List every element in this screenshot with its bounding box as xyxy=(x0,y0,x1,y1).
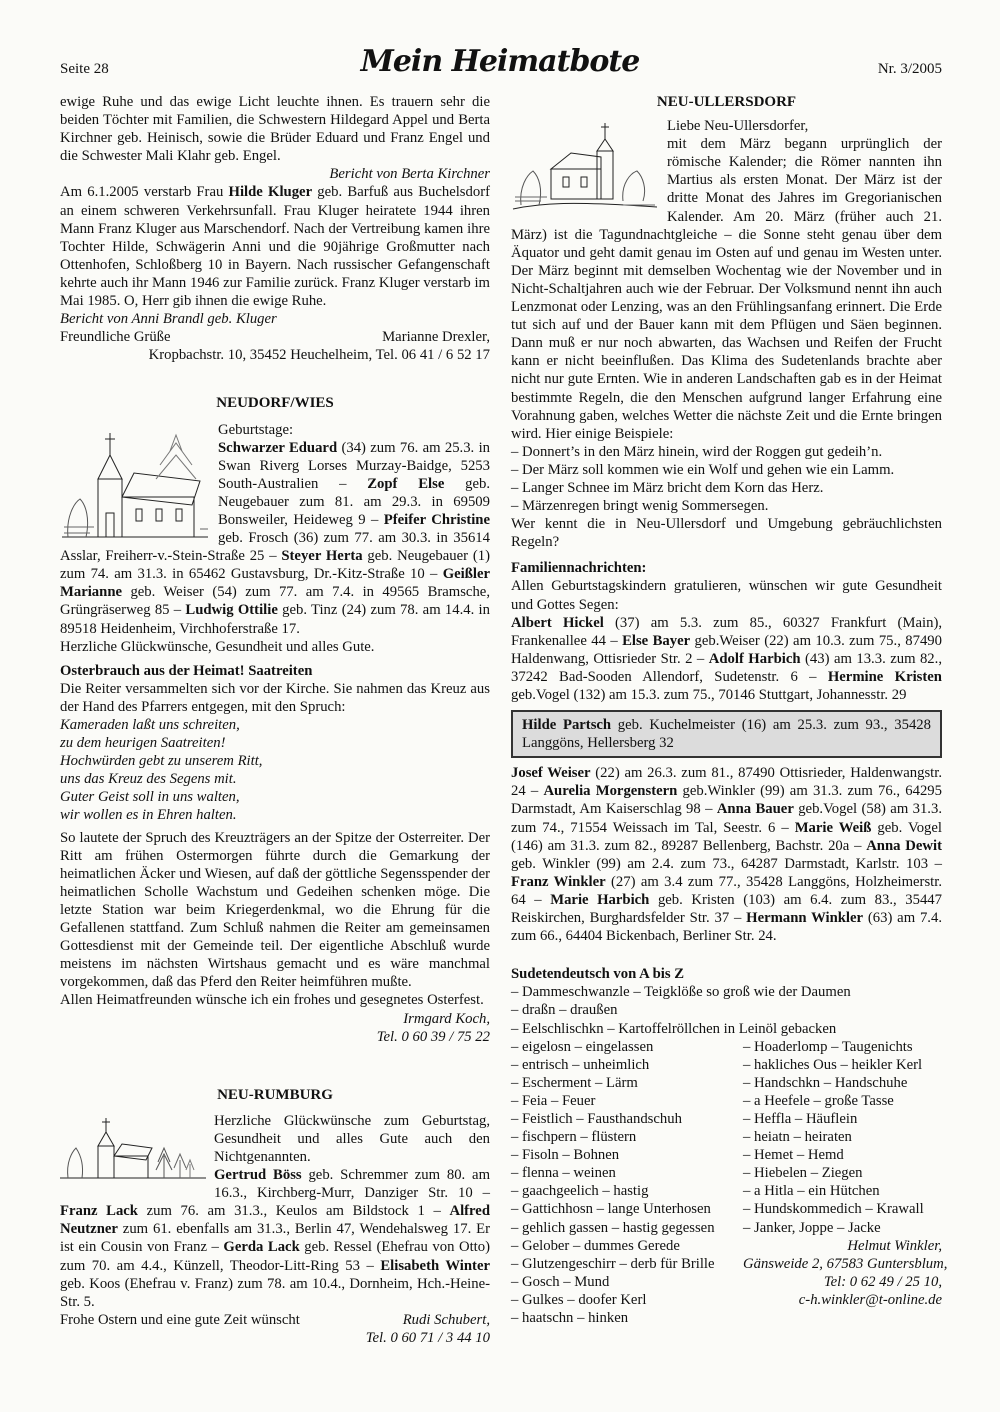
glossary-entry: – hakliches Ous – heikler Kerl xyxy=(743,1056,923,1073)
glossary-entry: – Dammeschwanzle – Teigklöße so groß wie der Daumen xyxy=(511,984,851,1001)
glossary-entry: – Feia – Feuer xyxy=(511,1092,596,1109)
glossary-entry: – Gosch – Mund xyxy=(511,1273,610,1290)
glossary-entry: – Heffla – Häuflein xyxy=(743,1110,858,1127)
section-title-rumburg: NEU-RUMBURG xyxy=(217,1086,333,1103)
glossary-entry: – haatschn – hinken xyxy=(511,1310,629,1326)
masthead-title: Mein Heimatbote xyxy=(360,44,640,79)
section-title-family: Familiennachrichten: xyxy=(511,560,647,577)
poem-line: wir wollen es in Ehren halten. xyxy=(60,807,237,824)
glossary-right xyxy=(743,1038,948,1328)
section-title-osterbrauch: Osterbrauch aus der Heimat! Saatreiten xyxy=(60,662,313,679)
village-sketch-icon xyxy=(60,1112,206,1184)
author-signature: Helmut Winkler, xyxy=(847,1237,942,1254)
weather-rule: – Donnert’s in den März hinein, wird der Roggen gut gedeih’n. xyxy=(511,443,883,460)
poem-line: zu dem heurigen Saatreiten! xyxy=(60,735,226,752)
left-column xyxy=(60,93,490,1347)
greeting-address: Kropbachstr. 10, 35452 Heuchelheim, Tel. 06 41 / 6 52 17 xyxy=(148,347,490,364)
author-email: c-h.winkler@t-online.de xyxy=(798,1291,942,1308)
glossary-entry: – Eelschlischkn – Kartoffelröllchen in Leinöl gebacken xyxy=(511,1020,837,1037)
neudorf-birthdays: Schwarzer Eduard (34) zum 76. am 25.3. in Swan Riverg Lorses Murzay-Baidge, 5253 South-Australien – Zopf Else geb. Neugebauer zum 81. am 29.3. in 69509 Bonsweiler, Heideweg 9 – Pfeifer Christine geb. Frosch (36) zum 77. am 30.3. in 35614 Asslar, Freiherr-v.-Stein-Straße 25 – Steyer Herta geb. Neugebauer (1) zum 74. am 31.3. in 65462 Gustavsburg, Dr.-Kitz-Straße 10 – Geißler Marianne geb. Weiser (54) zum 77. am 7.4. in 49565 Bramsche, Grüngräserweg 85 – Ludwig Ottilie geb. Tinz (24) zum 78. am 14.4. in 89518 Heidenheim, Virchhoferstraße 17. xyxy=(60,439,490,637)
highlight-text: Hilde Partsch geb. Kuchelmeister (16) am 25.3. zum 93., 35428 Langgöns, Hellersberg 32 xyxy=(522,717,931,752)
ullersdorf-greeting: Liebe Neu-Ullersdorfer, xyxy=(667,118,809,135)
section-title-neudorf: NEUDORF/WIES xyxy=(216,395,334,412)
family-birthdays-more: Josef Weiser (22) am 26.3. zum 81., 87490 Ottisrieder, Haldenwangstr. 24 – Aurelia Morgenstern geb.Winkler (99) am 31.3. zum 76., 64295 Darmstadt, Am Kaiserschlag 98 – Anna Bauer geb.Vogel (58) am 31.3. zum 74., 71554 Weissach im Tal, Seestr. 6 – Marie Weiß geb. Vogel (146) am 31.3. zum 82., 89287 Bellenberg, Bachstr. 20a – Anna Dewit geb. Winkler (99) am 2.4. zum 73., 64287 Darmstadt, Karlstr. 103 – Franz Winkler (27) am 3.4 zum 77., 35428 Langgöns, Holzheimerstr. 64 – Marie Harbich geb. Kristen (103) am 6.4. zum 83., 35447 Reiskirchen, Burghardsfelder Str. 37 – Hermann Winkler (63) am 7.4. zum 66., 64404 Bickenbach, Berliner Str. 24. xyxy=(511,765,942,945)
glossary-entry: – Hemet – Hemd xyxy=(743,1147,844,1164)
osterbrauch-body: So lautete der Spruch des Kreuzträgers an der Spitze der Osterreiter. Der Ritt am frühen Ostermorgen führte durch die Gemarkung der heimatlichen Äcker und Wiesen, auf daß der göttliche Segensspender der heimatlichen Scholle Wachstum und Gedeihen schenken möge. Die letzte Station war beim Kriegerdenkmal, wo die Ehrung für die Gefallenen stattfand. Zum Schluß nahmen die Reiter am gemeinsamen Gottesdienst mit der Gemeinde teil. Der eigentliche Abschluß wurde meistens im nächsten Wirtshaus gemacht und es wäre manchmal vorgekommen, daß das Pferd den Reiter heimführen mußte. xyxy=(60,829,490,991)
weather-rule: – Der März soll kommen wie ein Wolf und gehen wie ein Lamm. xyxy=(511,461,895,478)
poem-line: Hochwürden gebt zu unserem Ritt, xyxy=(60,753,263,770)
glossary-entry: – Gattichhosn – lange Unterhosen xyxy=(511,1201,711,1218)
glossary-entry: – fischpern – flüstern xyxy=(511,1129,637,1146)
family-birthdays: Albert Hickel (37) am 5.3. zum 85., 60327 Frankfurt (Main), Frankenallee 44 – Else Bayer geb.Weiser (22) am 10.3. zum 75., 87490 Haldenwang, Ottisrieder Str. 2 – Adolf Harbich (43) am 13.3. zum 82., 37242 Bad-Sooden Allendorf, Sudetenstr. 6 – Hermine Kristen geb.Vogel (132) am 15.3. zum 75., 70146 Stuttgart, Johannesstr. 29 xyxy=(511,614,943,703)
glossary-entry: – Hoaderlomp – Taugenichts xyxy=(743,1038,913,1055)
rumburg-wish: Herzliche Glückwünsche zum Geburtstag, Gesundheit und alles Gute auch den Nichtgenannten. xyxy=(214,1112,490,1165)
rumburg-closing: Frohe Ostern und eine gute Zeit wünscht Rudi Schubert, xyxy=(60,1311,490,1328)
family-intro: Allen Geburtstagskindern gratulieren, wünschen wir gute Gesundheit und Gottes Segen: xyxy=(511,578,942,613)
glossary-left xyxy=(511,1038,743,1328)
glossary-entry: – a Hitla – ein Hütchen xyxy=(743,1183,880,1200)
glossary-entry: – Hiebelen – Ziegen xyxy=(743,1165,863,1182)
author-phone: Tel. 0 60 71 / 3 44 10 xyxy=(365,1329,490,1346)
poem-line: uns das Kreuz des Segens mit. xyxy=(60,771,237,788)
weather-rule: – Langer Schnee im März bricht dem Korn das Herz. xyxy=(511,479,824,496)
glossary-entry: – Escherment – Lärm xyxy=(511,1074,638,1091)
greeting-line: Freundliche Grüße Marianne Drexler, xyxy=(60,329,490,346)
right-column xyxy=(511,93,948,1327)
weather-rule: – Märzenregen bringt wenig Sommersegen. xyxy=(511,498,769,515)
ullersdorf-question: Wer kennt die in Neu-Ullersdorf und Umgebung gebräuchlichsten Regeln? xyxy=(511,516,942,551)
poem-line: Guter Geist soll in uns walten, xyxy=(60,789,240,806)
osterbrauch-intro: Die Reiter versammelten sich vor der Kirche. Sie nahmen das Kreuz aus der Hand des Pfarrers entgegen, mit den Spruch: xyxy=(60,680,490,715)
rumburg-birthdays: Gertrud Böss geb. Schremmer zum 80. am 16.3., Kirchberg-Murr, Danziger Str. 10 – Franz Lack zum 76. am 31.3., Keulos am Bildstock 1 – Alfred Neutzner zum 61. ebenfalls am 31.3., Berlin 47, Wendehalsweg 17. Er ist ein Cousin von Franz – Gerda Lack geb. Ressel (Ehefrau von Otto) zum 70. am 4.4., Künzell, Theodor-Litt-Ring 53 – Elisabeth Winter geb. Koos (Ehefrau v. Franz) zum 78. am 10.4., Dornheim, Hch.-Heine-Str. 5. xyxy=(60,1167,490,1310)
glossary-entry: – Janker, Joppe – Jacke xyxy=(743,1219,881,1236)
chapel-sketch-icon xyxy=(511,117,659,215)
glossary-entry: – Fisoln – Bohnen xyxy=(511,1147,620,1164)
highlight-box xyxy=(511,710,942,758)
author-address: Gänsweide 2, 67583 Guntersblum, xyxy=(743,1255,948,1272)
church-sketch-icon xyxy=(60,421,210,545)
glossary-entry: – heiatn – heiraten xyxy=(743,1129,852,1146)
report-signature: Bericht von Berta Kirchner xyxy=(329,166,490,183)
glossary-entry: – draßn – draußen xyxy=(511,1002,618,1019)
glossary-entry: – Hundskommedich – Krawall xyxy=(743,1201,924,1218)
glossary-entry: – entrisch – unheimlich xyxy=(511,1056,650,1073)
glossary-columns xyxy=(511,1038,948,1328)
report-signature: Bericht von Anni Brandl geb. Kluger xyxy=(60,311,277,328)
neudorf-wish: Herzliche Glückwünsche, Gesundheit und alles Gute. xyxy=(60,638,375,655)
glossary-entry: – Handschkn – Handschuhe xyxy=(743,1074,908,1091)
author-phone: Tel: 0 62 49 / 25 10, xyxy=(823,1273,942,1290)
ullersdorf-article: mit dem März begann urprünglich der römische Kalender; die Römer nannten ihn Martius als ersten Monat. Der März ist der dritte Monat des Jahres im Gregorianischen Kalender. Am 20. März (früher auch 21. März) ist die Tagundnachtgleiche – die Sonne steht genau über dem Äquator und geht damit genau im Osten auf und genau im Westen unter. Der März beginnt mit demselben Wochentag wie der November und in Nicht-Schaltjahren auch wie der Februar. Der Volksmund nennt ihn auch Lenzmonat oder Lenzing, was an den Frühlingsanfang erinnert. Die Erde tut sich auf und der Bauer kann mit dem Pflügen und Säen beginnen. Dann muß er nur noch abwarten, das Wachsen und Reifen der Frucht kann er nicht beeinflußen. Das Klima des Sudetenlands brachte aber nicht nur gute Ernten. Wie in anderen Landschaften gab es in der Heimat bestimmte Regeln, die den Menschen aufgrund langer Erfahrung eine Vorahnung gaben, welches Wetter die nächste Zeit und die Ernte bringen wird. Hier einige Beispiele: xyxy=(511,136,942,442)
neudorf-intro: Geburtstage: xyxy=(218,421,294,438)
glossary-entry: – Glutzengeschirr – derb für Brille xyxy=(511,1255,715,1272)
issue-number: Nr. 3/2005 xyxy=(877,61,942,77)
glossary-entry: – Gelober – dummes Gerede xyxy=(511,1237,680,1254)
obituary-kluger: Am 6.1.2005 verstarb Frau Hilde Kluger geb. Barfuß aus Buchelsdorf an einem schweren Verkehrsunfall. Frau Kluger heiratete 1944 ihren Mann Franz Kluger aus Marschendorf. Nach der Vertreibung kamen ihre Tochter Hilde, Schwägerin Anni und die 90jährige Großmutter nach Ottenhofen, Schloßberg 10 in Bayern. Nach russischer Gefangenschaft kehrte auch ihr Mann 1946 zur Familie zurück. Franz Kluger verstarb im Mai 1985. O, Herr gib ihnen die ewige Ruhe. xyxy=(60,184,490,310)
author-signature: Irmgard Koch, xyxy=(403,1010,490,1027)
section-title-ullersdorf: NEU-ULLERSDORF xyxy=(656,94,797,110)
obituary-text-end: ewige Ruhe und das ewige Licht leuchte ihnen. Es trauern sehr die beiden Töchter mit Familien, die Schwestern Hildegard Appel und Berta Kirchner geb. Heinisch, sowie die Brüder Eduard und Franz Engel und die Schwester Mali Klahr geb. Engel. xyxy=(60,94,490,165)
osterbrauch-wish: Allen Heimatfreunden wünsche ich ein frohes und gesegnetes Osterfest. xyxy=(60,992,484,1009)
glossary-entry: – flenna – weinen xyxy=(511,1165,616,1182)
poem-line: Kameraden laßt uns schreiten, xyxy=(60,717,240,733)
page-number: Seite 28 xyxy=(60,61,109,77)
glossary-entry: – a Heefele – große Tasse xyxy=(743,1092,894,1109)
glossary-entry: – gaachgeelich – hastig xyxy=(511,1183,649,1200)
glossary-entry: – gehlich gassen – hastig gegessen xyxy=(511,1219,715,1236)
author-phone: Tel. 0 60 39 / 75 22 xyxy=(376,1028,490,1045)
glossary-entry: – Feistlich – Fausthandschuh xyxy=(511,1110,682,1127)
section-title-sudetendeutsch: Sudetendeutsch von A bis Z xyxy=(511,966,685,983)
glossary-entry: – Gulkes – doofer Kerl xyxy=(511,1291,647,1308)
glossary-entry: – eigelosn – eingelassen xyxy=(511,1038,654,1055)
